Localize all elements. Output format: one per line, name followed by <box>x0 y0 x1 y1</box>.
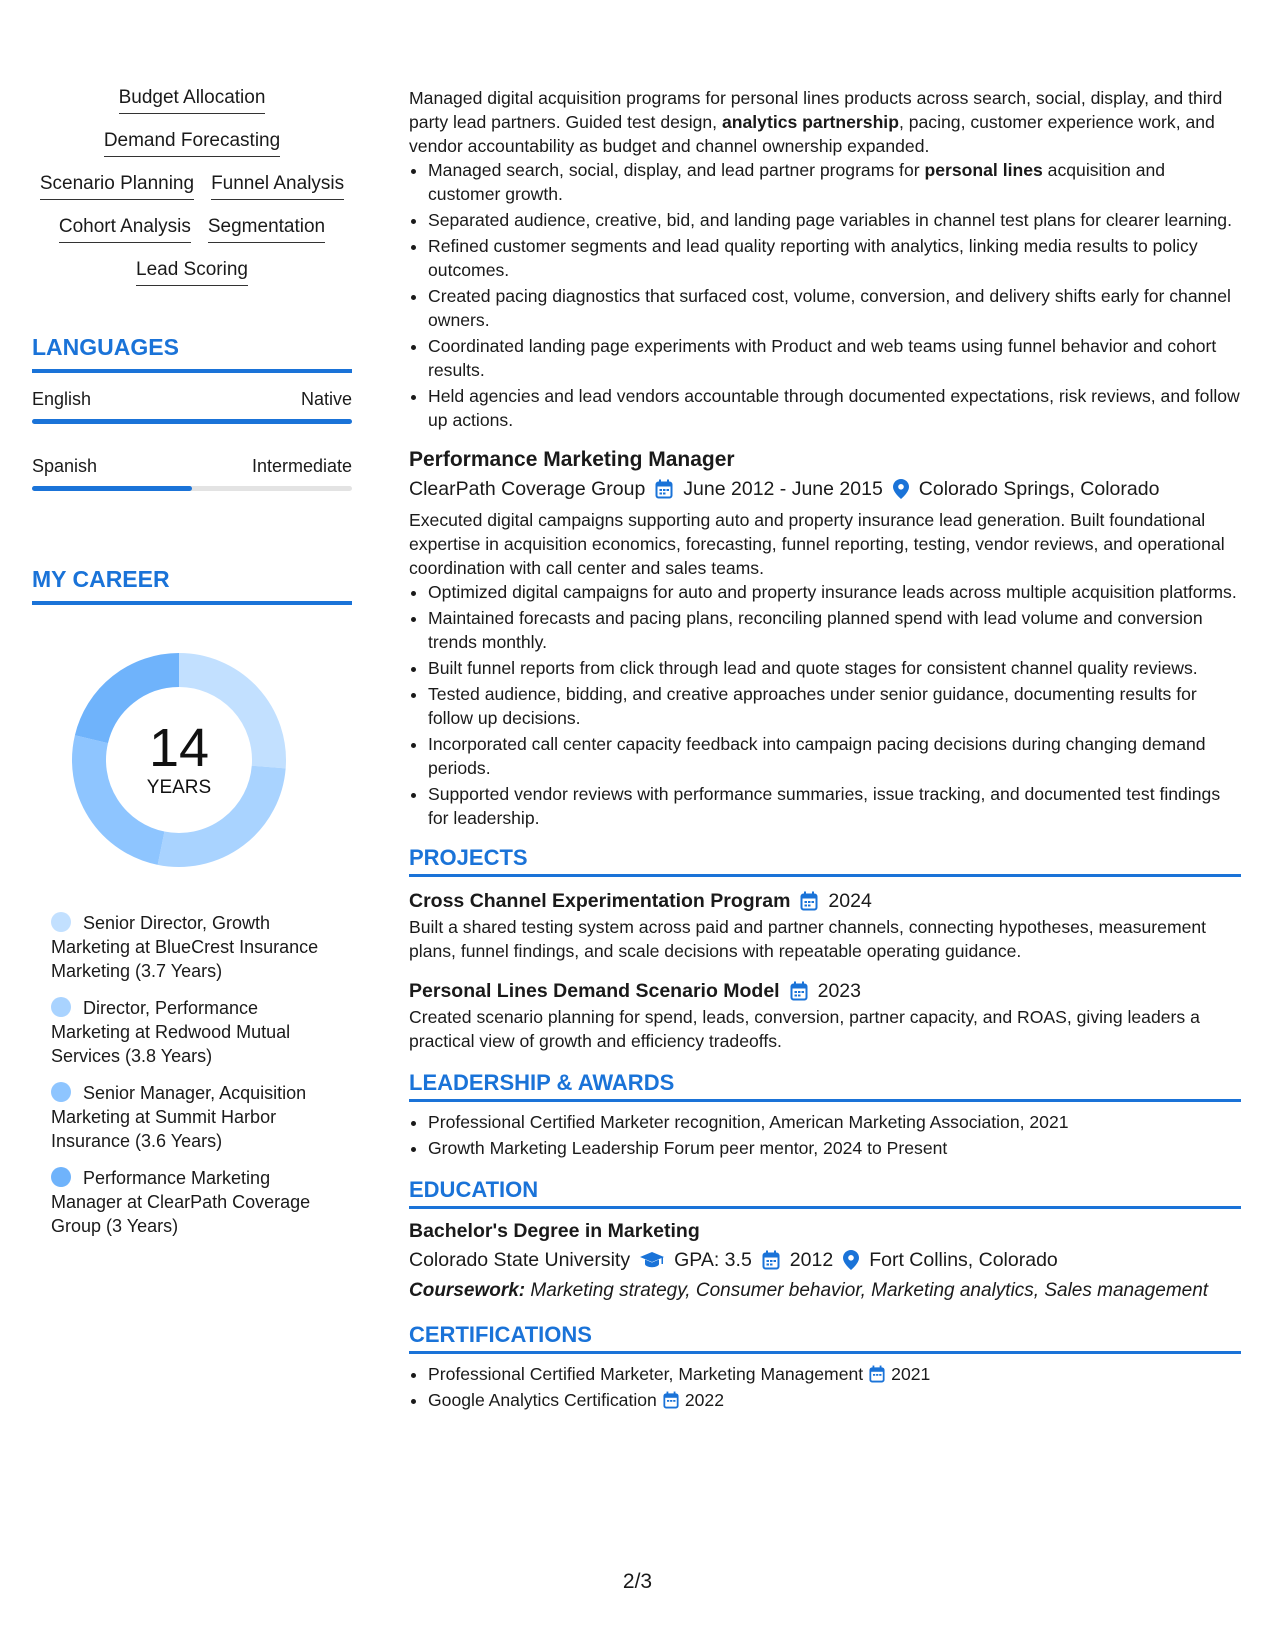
project-description: Created scenario planning for spend, leads, conversion, partner capacity, and ROAS, giving leaders a practical view of growth and efficiency tradeoffs. <box>409 1007 1200 1051</box>
education-section <box>409 1176 1241 1303</box>
gpa: GPA: 3.5 <box>674 1249 752 1271</box>
career-legend-item <box>51 1081 331 1153</box>
education-title: EDUCATION <box>409 1176 1241 1209</box>
job-bullets <box>409 158 1241 432</box>
leadership-title: LEADERSHIP & AWARDS <box>409 1069 1241 1102</box>
summary-text: , pacing, customer experience work, and vendor accountability as budget and channel ownership expanded. <box>409 112 1215 156</box>
leadership-section <box>409 1069 1241 1160</box>
job-bullet: • Tested audience, bidding, and creative approaches under senior guidance, documenting results for follow up decisions. <box>428 682 1241 730</box>
coursework-label: Coursework: <box>409 1280 526 1301</box>
job-title: Performance Marketing Manager <box>409 448 735 471</box>
education-meta <box>409 1245 1241 1275</box>
job-bullet: • Separated audience, creative, bid, and landing page variables in channel test plans for clearer learning. <box>428 208 1241 232</box>
job-location: Colorado Springs, Colorado <box>918 478 1160 500</box>
job-bullet <box>428 158 1241 206</box>
project-name: Personal Lines Demand Scenario Model <box>409 980 780 1002</box>
career-legend-item <box>51 1166 331 1238</box>
skill-tag: Demand Forecasting <box>104 129 280 157</box>
project-name: Cross Channel Experimentation Program <box>409 890 791 912</box>
sidebar <box>32 86 352 1251</box>
skill-tag: Funnel Analysis <box>211 172 344 200</box>
bullet-text: Managed search, social, display, and lead partner programs for <box>428 160 925 180</box>
career-section <box>32 565 352 1238</box>
language-name: English <box>32 389 92 409</box>
projects-title: PROJECTS <box>409 844 1241 877</box>
job-summary <box>409 86 1241 158</box>
calendar-icon <box>790 981 808 1001</box>
calendar-icon <box>800 891 818 911</box>
language-level: Intermediate <box>251 456 352 476</box>
legend-dot <box>51 997 71 1017</box>
career-role-label: Senior Director, Growth Marketing at BlueCrest Insurance Marketing (3.7 Years) <box>51 913 319 981</box>
job-bullet: • Refined customer segments and lead quality reporting with analytics, linking media results to policy outcomes. <box>428 234 1241 282</box>
bullet-bold: personal lines <box>924 160 1043 180</box>
skills-list <box>32 86 352 286</box>
school-name: Colorado State University <box>409 1249 631 1271</box>
graduation-year: 2012 <box>789 1249 834 1271</box>
language-level: Native <box>300 389 352 409</box>
location-pin-icon <box>893 479 909 499</box>
certification-name: • Professional Certified Marketer, Marketing Management <box>428 1364 864 1384</box>
job-bullet: • Supported vendor reviews with performance summaries, issue tracking, and documented test findings for leadership. <box>428 782 1241 830</box>
languages-title: LANGUAGES <box>32 333 352 373</box>
language-item <box>32 454 352 491</box>
job-bullet: • Built funnel reports from click through lead and quote stages for consistent channel quality reviews. <box>428 656 1241 680</box>
certification-year: 2022 <box>684 1390 724 1410</box>
language-bar <box>32 486 352 491</box>
main-content <box>409 86 1241 1414</box>
company-name: ClearPath Coverage Group <box>409 478 646 500</box>
language-item <box>32 387 352 424</box>
skill-tag: Lead Scoring <box>136 258 248 286</box>
career-donut-chart <box>66 647 292 873</box>
career-years-label: YEARS <box>146 777 212 798</box>
legend-dot <box>51 1082 71 1102</box>
language-bar <box>32 419 352 424</box>
career-total-years: 14 <box>148 718 210 778</box>
summary-text: Managed digital acquisition programs for personal lines products across search, social, display, and third party lead partners. Guided test design, <box>409 88 1223 132</box>
career-role-label: Director, Performance Marketing at Redwood Mutual Services (3.8 Years) <box>51 998 291 1066</box>
summary-bold: analytics partnership <box>721 112 899 132</box>
leadership-item: • Professional Certified Marketer recognition, American Marketing Association, 2021 <box>428 1110 1241 1134</box>
job-bullet: • Coordinated landing page experiments with Product and web teams using funnel behavior and cohort results. <box>428 334 1241 382</box>
job-bullet: • Maintained forecasts and pacing plans, reconciling planned spend with lead volume and conversion trends monthly. <box>428 606 1241 654</box>
project-year: 2023 <box>817 980 861 1002</box>
coursework-text: Marketing strategy, Consumer behavior, Marketing analytics, Sales management <box>525 1280 1209 1301</box>
certifications-title: CERTIFICATIONS <box>409 1321 1241 1354</box>
project-header <box>409 887 1241 915</box>
certifications-section <box>409 1321 1241 1412</box>
certification-name: • Google Analytics Certification <box>428 1390 657 1410</box>
school-location: Fort Collins, Colorado <box>869 1249 1058 1271</box>
donut-center <box>66 647 292 873</box>
skill-tag: Budget Allocation <box>119 86 266 114</box>
career-legend-item <box>51 911 331 983</box>
graduation-cap-icon <box>640 1251 664 1269</box>
job-bullet: • Optimized digital campaigns for auto and property insurance leads across multiple acquisition platforms. <box>428 580 1241 604</box>
page-number: 2/3 <box>622 1570 653 1593</box>
skill-tag: Scenario Planning <box>40 172 194 200</box>
languages-section <box>32 333 352 491</box>
language-name: Spanish <box>32 456 98 476</box>
certification-year: 2021 <box>891 1364 931 1384</box>
bullet-text: acquisition and customer growth. <box>428 160 1166 204</box>
job-bullet: • Incorporated call center capacity feedback into campaign pacing decisions during changing demand periods. <box>428 732 1241 780</box>
career-legend <box>32 911 352 1238</box>
legend-dot <box>51 912 71 932</box>
leadership-list <box>409 1110 1241 1160</box>
job-meta <box>409 474 1241 504</box>
calendar-icon <box>663 1391 679 1409</box>
career-legend-item <box>51 996 331 1068</box>
certification-item <box>428 1388 1241 1412</box>
language-bar-fill <box>32 486 192 491</box>
leadership-item: • Growth Marketing Leadership Forum peer mentor, 2024 to Present <box>428 1136 1241 1160</box>
job-dates: June 2012 - June 2015 <box>683 478 883 500</box>
job-bullet: • Created pacing diagnostics that surfaced cost, volume, conversion, and delivery shifts early for channel owners. <box>428 284 1241 332</box>
location-pin-icon <box>843 1250 859 1270</box>
calendar-icon <box>869 1365 885 1383</box>
project-year: 2024 <box>828 890 872 912</box>
language-bar-fill <box>32 419 352 424</box>
skill-tag: Cohort Analysis <box>59 215 191 243</box>
projects-section <box>409 844 1241 1053</box>
calendar-icon <box>655 479 673 499</box>
certification-item <box>428 1362 1241 1386</box>
job-bullet: • Held agencies and lead vendors accountable through documented expectations, risk reviews, and follow up actions. <box>428 384 1241 432</box>
project-description: Built a shared testing system across paid and partner channels, connecting hypotheses, measurement plans, funnel findings, and scale decisions with repeatable operating guidance. <box>409 917 1207 961</box>
project-header <box>409 977 1241 1005</box>
career-role-label: Performance Marketing Manager at ClearPath Coverage Group (3 Years) <box>51 1168 311 1236</box>
job-bullets <box>409 580 1241 830</box>
degree-title: Bachelor's Degree in Marketing <box>409 1220 700 1242</box>
career-role-label: Senior Manager, Acquisition Marketing at Summit Harbor Insurance (3.6 Years) <box>51 1083 307 1151</box>
skill-tag: Segmentation <box>208 215 325 243</box>
job-summary: Executed digital campaigns supporting auto and property insurance lead generation. Built foundational expertise in acquisition economics, forecasting, funnel reporting, testing, vendor reviews, and operational coordination with call center and sales teams. <box>409 510 1225 578</box>
certifications-list <box>409 1362 1241 1412</box>
coursework <box>409 1279 1241 1303</box>
calendar-icon <box>762 1250 780 1270</box>
career-title: MY CAREER <box>32 565 352 605</box>
legend-dot <box>51 1167 71 1187</box>
